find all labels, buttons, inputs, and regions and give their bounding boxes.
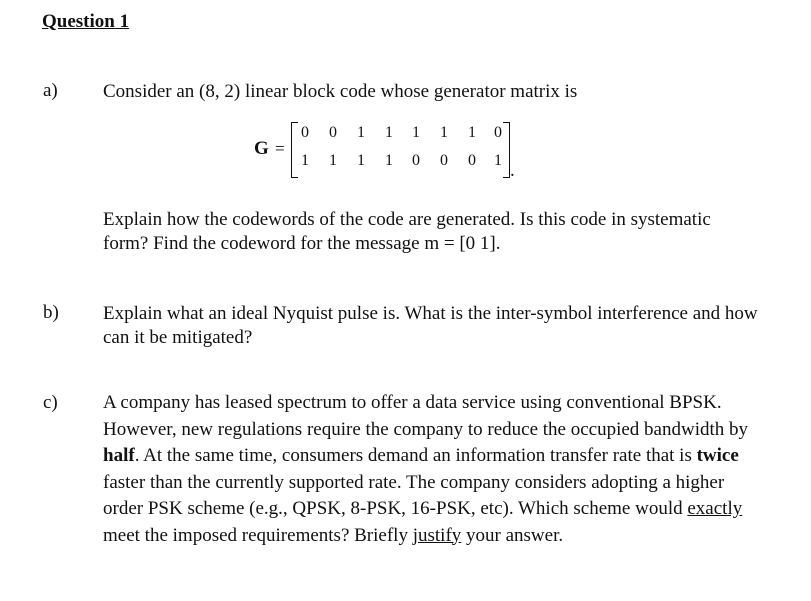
matrix-cell: 1 xyxy=(357,124,365,141)
part-a-question-line: form? Find the codeword for the message m = [0 1]. xyxy=(103,233,501,254)
emphasis-half: half xyxy=(103,445,135,466)
part-c-question-line xyxy=(103,523,803,550)
line-text: meet the imposed requirements? Briefly xyxy=(103,524,413,546)
question-title: Question 1 xyxy=(42,11,130,32)
matrix-period: . xyxy=(510,160,515,181)
matrix-label: G xyxy=(254,138,269,159)
matrix-cell: 0 xyxy=(412,152,420,169)
matrix-cell: 1 xyxy=(468,124,476,141)
line-text: . At the same time, consumers demand an information transfer rate that is xyxy=(134,445,697,466)
matrix-cell: 1 xyxy=(440,124,448,141)
part-a-question-line: Explain how the codewords of the code are generated. Is this code in systematic xyxy=(103,209,711,230)
matrix-cell: 0 xyxy=(301,124,309,141)
part-c-question xyxy=(103,390,803,549)
line-text: your answer. xyxy=(461,524,564,546)
part-a-intro: Consider an (8, 2) linear block code whose generator matrix is xyxy=(103,81,578,102)
part-a-question xyxy=(103,208,803,256)
matrix-cell: 1 xyxy=(412,124,420,141)
equals-sign: = xyxy=(275,139,285,158)
part-a-label: a) xyxy=(43,80,58,101)
matrix-cell: 1 xyxy=(301,152,309,169)
emphasis-twice: twice xyxy=(696,445,739,466)
part-c-question-line: faster than the currently supported rate. The company considers adopting a higher xyxy=(103,471,725,493)
matrix-cell: 1 xyxy=(385,152,393,169)
part-b-question-line: can it be mitigated? xyxy=(103,327,253,348)
matrix-cell: 1 xyxy=(494,152,502,169)
matrix-cell: 0 xyxy=(494,124,502,141)
right-bracket xyxy=(503,122,510,178)
emphasis-exactly: exactly xyxy=(687,498,743,519)
line-text: order PSK scheme (e.g., QPSK, 8-PSK, 16-PSK, etc). Which scheme would xyxy=(103,498,688,519)
part-b-question xyxy=(103,302,803,350)
part-c-question-line: A company has leased spectrum to offer a data service using conventional BPSK. xyxy=(103,392,722,413)
matrix-cell: 1 xyxy=(357,152,365,169)
matrix-cell: 0 xyxy=(468,152,476,169)
part-c-question-line xyxy=(103,496,803,523)
part-c-label: c) xyxy=(43,392,58,413)
emphasis-justify: justify xyxy=(412,524,462,546)
part-c-question-line: However, new regulations require the company to reduce the occupied bandwidth by xyxy=(103,418,749,440)
matrix-cell: 1 xyxy=(385,124,393,141)
part-c-question-line xyxy=(103,443,803,470)
matrix-cell: 0 xyxy=(329,124,337,141)
matrix-cell: 1 xyxy=(329,152,337,169)
generator-matrix xyxy=(254,120,516,180)
part-b-question-line: Explain what an ideal Nyquist pulse is. What is the inter-symbol interference and how xyxy=(103,303,758,324)
matrix-cell: 0 xyxy=(440,152,448,169)
part-b-label: b) xyxy=(43,302,59,323)
left-bracket xyxy=(291,122,298,178)
